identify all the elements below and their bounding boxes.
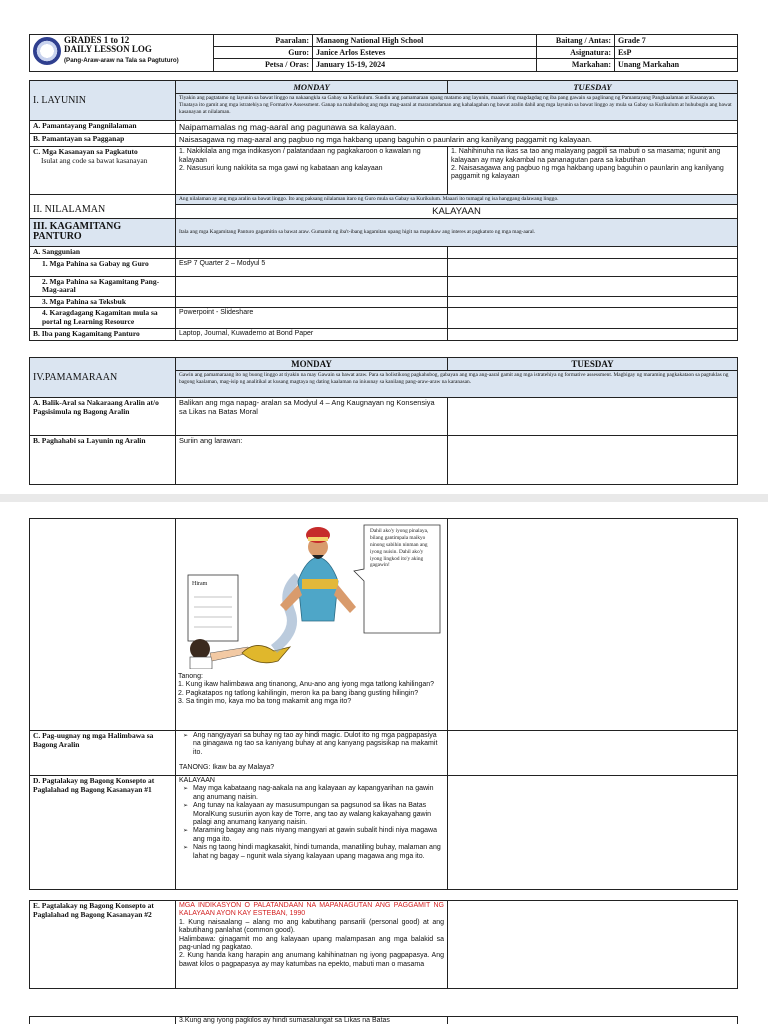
question-3: 3. Sa tingin mo, kaya mo ba tong makamit ang mga ito? [178, 698, 352, 706]
paper-text: Hiram [192, 581, 208, 587]
markahan-label: Markahan: [537, 59, 615, 71]
indikasyon-p1: 1. Kung naisaalang – alang mo ang kabutihang pansarili (personal good) at ang kabutihang panlahat (common good). [179, 918, 444, 935]
header-subtitle: (Pang-Araw-araw na Tala sa Pagtuturo) [64, 57, 179, 64]
pagtalakay-1-cell [176, 776, 448, 890]
guro-value: Janice Arlos Esteves [313, 47, 537, 59]
nilalaman-title: II. NILALAMAN [30, 195, 176, 219]
layunin-note: Tiyakin ang pagtatamo ng layunin sa bawat linggo na nakaangkla sa Gabay sa Kurikulum. Sundin ang pamamaraan upang matamo ang layunin, maaari ring magdagdag ng iba pang gawain sa paglinang ng Pamantayang Pangkaalaman at Kasanayan. Tinataya ito gamit ang mga istratehiya ng Formative Assessment. Ganap na mahuhubog ang mga mag-aaral at mararamdaman ang kahalagahan ng bawat aralin dahil ang mga layunin sa bawat linggo ay mula sa Gabay sa Kurikulum at huhubugin ang bawat kasanayan at nilalaman. [176, 94, 738, 121]
balik-aral-tue [448, 398, 738, 436]
kagamitan-title: III. KAGAMITANG PANTURO [30, 218, 176, 246]
guro-label: Guro: [214, 47, 313, 59]
asignatura-label: Asignatura: [537, 47, 615, 59]
teksbuk-label: 3. Mga Pahina sa Teksbuk [30, 296, 176, 308]
indikasyon-title: MGA INDIKASYON O PALATANDAAN NA MAPANAGUTAN ANG PAGGAMIT NG KALAYAAN AYON KAY ESTEBAN, 1990 [179, 902, 444, 918]
asignatura-value: EsP [615, 47, 738, 59]
tanong-title: Tanong: [178, 673, 203, 680]
pagtalakay-2-tue [448, 901, 738, 989]
question-2: 2. Pagkatapos ng tatlong kahilingin, meron ka pa bang ibang gusting hilingin? [178, 689, 419, 697]
question-1: 1. Kung ikaw halimbawa ang tinanong, Anu-ano ang iyong mga tatlong kahilingan? [178, 681, 435, 689]
gabay-guro-tue [448, 258, 738, 276]
paghahabi-label: B. Paghahabi sa Layunin ng Aralin [30, 436, 176, 485]
sanggunian-label: A. Sanggunian [30, 246, 176, 258]
page3-label-cell [30, 1017, 176, 1024]
petsa-label: Petsa / Oras: [214, 59, 313, 71]
pamamaraan-note: Gawin ang pamamaraang ito ng buong linggo at tiyakin na may Gawain sa bawat araw. Para sa holistikong pagkahubog, gabayan ang mga ang-aaral gamit ang mga istratehiya ng formative assessment. Magbigay ng maraming pagkakataon sa pagtuklas ng bagong kaalaman, mag-isip ng analitikal at kusang magtaya ng dating kaalaman na iniuunay sa kanilang pang-araw-araw na karanasan. [176, 371, 738, 398]
iba-pang-kagamitan-label: B. Iba pang Kagamitang Panturo [30, 328, 176, 340]
kagamitang-mag-aaral-tue [448, 276, 738, 296]
baitang-value: Grade 7 [615, 35, 738, 47]
illustration-cell [176, 519, 448, 731]
layunin-table [29, 80, 738, 341]
page3-tue [448, 1017, 738, 1024]
kagamitang-mag-aaral-label: 2. Mga Pahina sa Kagamitang Pang-Mag-aaral [30, 276, 176, 296]
iba-pang-kagamitan-value: Laptop, Journal, Kuwaderno at Bond Paper [176, 328, 448, 340]
kalayaan-bullet-2: ➢ Ang tunay na kalayaan ay masusumpungan sa pagsunod sa likas na Batas MoralKung susuriin ayon kay de Torre, ang tao ay walang kakayahang gawin palagi ang anumang kanyang naisin. [179, 802, 444, 827]
kasanayan-label-main: C. Mga Kasanayan sa Pagkatuto [33, 147, 138, 157]
day-tuesday: TUESDAY [448, 81, 738, 94]
speech-bubble-text: Dahil ako'y iyong pinalaya, bilang gantimpala maikyo ninong sabihin ninman ang iyong nuisin. Dahil ako'y iyong lingkod ito'y aking gagawin! [370, 528, 429, 569]
header-title-grades: GRADES 1 to 12 [64, 35, 130, 45]
pamantayang-pangnilalaman-label: A. Pamantayang Pangnilalaman [30, 121, 176, 134]
page-1 [0, 0, 768, 494]
paaralan-label: Paaralan: [214, 35, 313, 47]
teksbuk-mon [176, 296, 448, 308]
pamamaraan-day-monday: MONDAY [176, 358, 448, 371]
kalayaan-title: KALAYAAN [179, 777, 215, 784]
illustration-tue [448, 519, 738, 731]
nilalaman-note: Ang nilalaman ay ang mga aralin sa bawat linggo. Ito ang paksang nilalaman itaro ng Guro mula sa Gabay sa Kurikulum. Maaari ito tumagal ng isa hanggang dalawang linggo. [176, 195, 738, 205]
page3-top [29, 1016, 738, 1024]
indikasyon-p2: Halimbawa: ginagamit mo ang kalayaan upang malampasan ang mga balakid sa pag-unlad ng pagkatao. [179, 935, 444, 951]
pagtalakay-1-label: D. Pagtalakay ng Bagong Konsepto at Paglalahad ng Bagong Kasanayan #1 [30, 776, 176, 890]
paaralan-value: Manaong National High School [313, 35, 537, 47]
kagamitang-mag-aaral-mon [176, 276, 448, 296]
learning-resource-value: Powerpoint - Slideshare [176, 308, 448, 328]
pamantayan-pagganap-text: Naisasagawa ng mag-aaral ang pagbuo ng mga hakbang upang baguhin o paunlarin ang kanilyang paggamit ng kalayaan. [176, 134, 738, 147]
pag-uugnay-label: C. Pag-uugnay ng mga Halimbawa sa Bagong Aralin [30, 731, 176, 776]
pag-uugnay-bullet: ➢ Ang nangyayari sa buhay ng tao ay hindi magic. Dulot ito ng mga pagpapasiya na ginagawa ng tao sa kaniyang buhay at ang kanyang pagsisikap na makamit ito. [179, 732, 444, 757]
paghahabi-tue [448, 436, 738, 485]
page2-table-b [29, 900, 738, 989]
sanggunian-tue [448, 246, 738, 258]
page2-table-a [29, 518, 738, 890]
teksbuk-tue [448, 296, 738, 308]
learning-resource-tue [448, 308, 738, 328]
learning-resource-label: 4. Karagdagang Kagamitan mula sa portal ng Learning Resource [30, 308, 176, 328]
pag-uugnay-tue [448, 731, 738, 776]
gabay-guro-value: EsP 7 Quarter 2 – Modyul 5 [176, 258, 448, 276]
kasanayan-label-sub: Isulat ang code sa bawat kasanayan [41, 155, 148, 165]
page-2 [0, 502, 768, 1024]
petsa-value: January 15-19, 2024 [313, 59, 537, 71]
pamamaraan-day-tuesday: TUESDAY [448, 358, 738, 371]
sanggunian-mon [176, 246, 448, 258]
pag-uugnay-tanong: TANONG: Ikaw ba ay Malaya? [179, 764, 275, 772]
pagtalakay-2-label: E. Pagtalakay ng Bagong Konsepto at Paglalahad ng Bagong Kasanayan #2 [30, 901, 176, 989]
header-title-cell [30, 35, 214, 72]
page3-last-line: 3.Kung ang iyong pagkilos ay hindi sumasalungat sa Likas na Batas [176, 1017, 448, 1024]
day-monday: MONDAY [176, 81, 448, 94]
pamantayang-pangnilalaman-text: Naipamamalas ng mag-aaral ang pagunawa sa kalayaan. [176, 121, 738, 134]
pamantayan-pagganap-label: B. Pamantayan sa Pagganap [30, 134, 176, 147]
paghahabi-text: Suriin ang larawan: [176, 436, 448, 485]
kalayaan-bullet-1: ➢ May mga kabataang nag-aakala na ang kalayaan ay kapangyarihan na gawin ang anumang naisin. [179, 785, 444, 802]
layunin-title: I. LAYUNIN [30, 81, 176, 121]
pagtalakay-1-tue [448, 776, 738, 890]
iba-pang-kagamitan-tue [448, 328, 738, 340]
header-title-dll: DAILY LESSON LOG [64, 44, 152, 55]
balik-aral-label: A. Balik-Aral sa Nakaraang Aralin at/o Pagsisimula ng Bagong Aralin [30, 398, 176, 436]
pagtalakay-2-cell [176, 901, 448, 989]
pamamaraan-title: IV.PAMAMARAAN [30, 358, 176, 398]
kasanayan-tuesday: 1. Nahihinuha na ikas sa tao ang malayang pagpili sa mabuti o sa masama; ngunit ang kalayaan ay may kakambal na pananagutan para sa kabutihan 2. Naisasagawa ang pagbuo ng mga hakbang upang baguhin o paunlarin ang kanilyang paggamit ng kalayaan [448, 147, 738, 195]
baitang-label: Baitang / Antas: [537, 35, 615, 47]
nilalaman-value: KALAYAAN [176, 204, 738, 218]
pamamaraan-table [29, 357, 738, 485]
pag-uugnay-cell [176, 731, 448, 776]
indikasyon-p3: 2. Kung handa kang harapin ang anumang kahihinatnan ng iyong pagpapasya. Ang bawat kilos o pagpapasya ay may katumbas na epekto, mabuti man o masama [179, 952, 444, 968]
markahan-value: Unang Markahan [615, 59, 738, 71]
kalayaan-bullet-4: ➢ Nais ng taong hindi magkasakit, hindi tumanda, manatiling buhay, malaman ang lahat ng bagay – ngunit wala siyang kalayaan upang magawa ang mga ito. [179, 844, 444, 861]
kasanayan-label [30, 147, 176, 195]
tanong-block [178, 673, 444, 707]
gabay-guro-label: 1. Mga Pahina sa Gabay ng Guro [30, 258, 176, 276]
kasanayan-monday: 1. Nakikilala ang mga indikasyon / palatandaan ng pagkakaroon o kawalan ng kalayaan 2. Nasusuri kung nakikita sa mga gawi ng kabataan ang kalayaan [176, 147, 448, 195]
deped-seal-icon [33, 37, 61, 65]
balik-aral-text: Balikan ang mga napag- aralan sa Modyul 4 – Ang Kaugnayan ng Konsensiya sa Likas na Batas Moral [176, 398, 448, 436]
kagamitan-note: Itala ang mga Kagamitang Panturo gagamitin sa bawat araw. Gumamit ng iba't-ibang kagamitan upang higit na mapukaw ang interes at pagkatuto ng mga mag-aaral. [176, 218, 738, 246]
header-table [29, 34, 738, 72]
illustration-label-cell [30, 519, 176, 731]
kalayaan-bullet-3: ➢ Maraming bagay ang nais niyang mangyari at gawin subalit hindi niya magawa ang mga ito. [179, 827, 444, 844]
